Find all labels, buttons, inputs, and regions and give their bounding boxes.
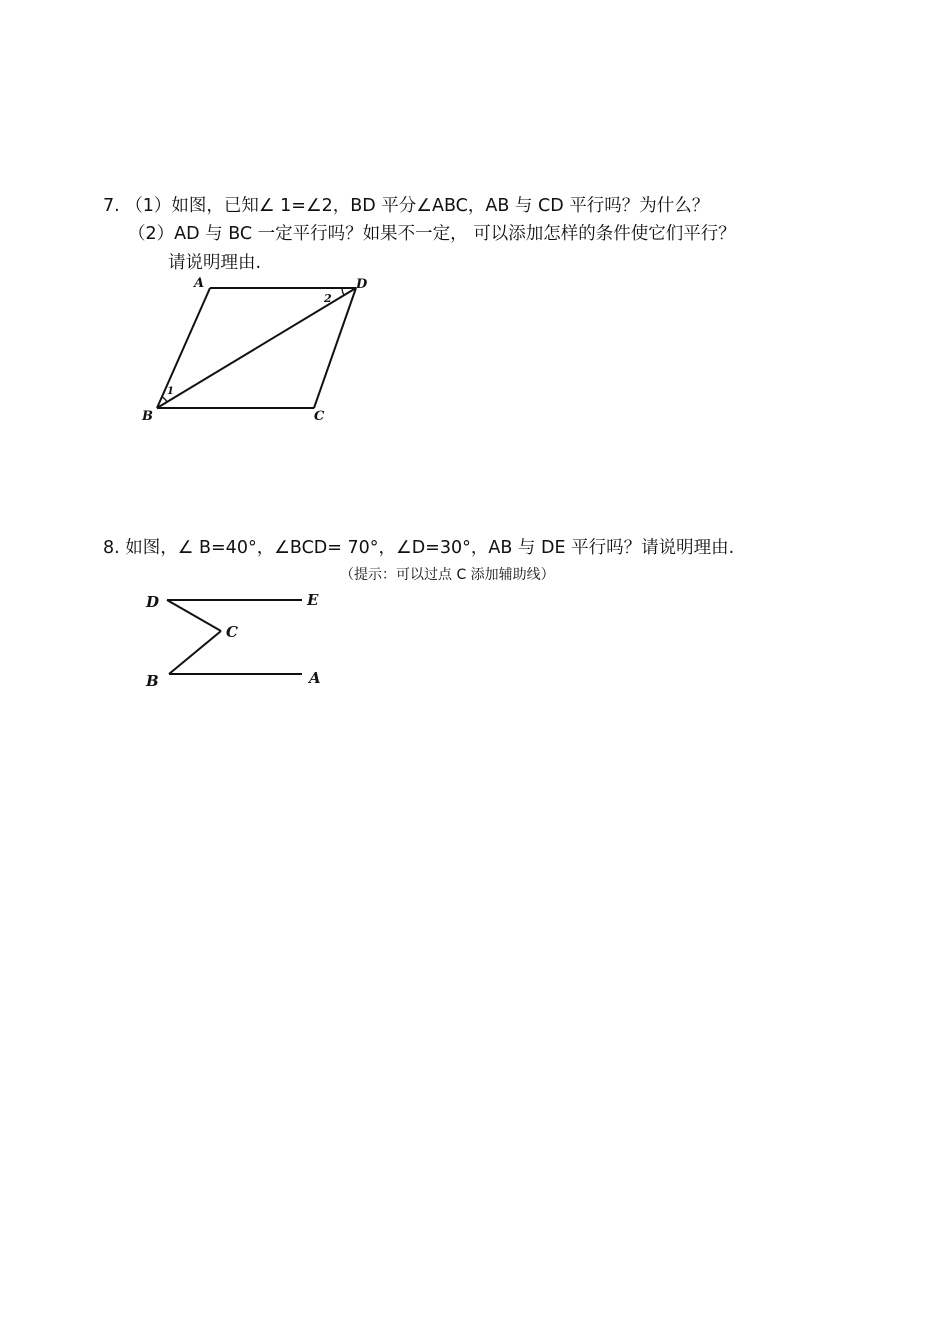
- segment-bd: [157, 288, 356, 408]
- q7-line-2: （2）AD 与 BC 一定平行吗？如果不一定， 可以添加怎样的条件使它们平行？: [128, 224, 736, 244]
- segment-cb: [169, 631, 221, 674]
- q7-line-3: 请说明理由.: [168, 253, 262, 273]
- segment-dc: [314, 288, 356, 408]
- q8-line-1: 8. 如图，∠ B=40°，∠BCD= 70°，∠D=30°，AB 与 DE 平行吗？请说明理由.: [103, 538, 735, 558]
- angle-2-arc: [342, 288, 344, 295]
- q7-line-1: 7. （1）如图，已知∠ 1=∠2，BD 平分∠ABC，AB 与 CD 平行吗？为什么？: [103, 196, 710, 216]
- label-a: A: [309, 669, 321, 687]
- label-c: C: [226, 623, 238, 641]
- q7-parallelogram-figure: [140, 272, 375, 427]
- label-e: E: [307, 591, 319, 609]
- segment-ab: [157, 288, 210, 408]
- q8-parallel-lines-figure: [140, 585, 340, 695]
- label-d: D: [146, 593, 160, 611]
- angle-1-arc: [162, 397, 167, 402]
- q8-hint: （提示：可以过点 C 添加辅助线）: [340, 567, 555, 583]
- angle-2-label: 2: [324, 292, 332, 305]
- label-c: C: [314, 409, 325, 424]
- angle-1-label: 1: [167, 386, 174, 397]
- label-b: B: [146, 672, 159, 690]
- label-d: D: [356, 277, 368, 292]
- segment-dc: [167, 600, 221, 631]
- label-a: A: [194, 276, 205, 291]
- label-b: B: [142, 409, 153, 424]
